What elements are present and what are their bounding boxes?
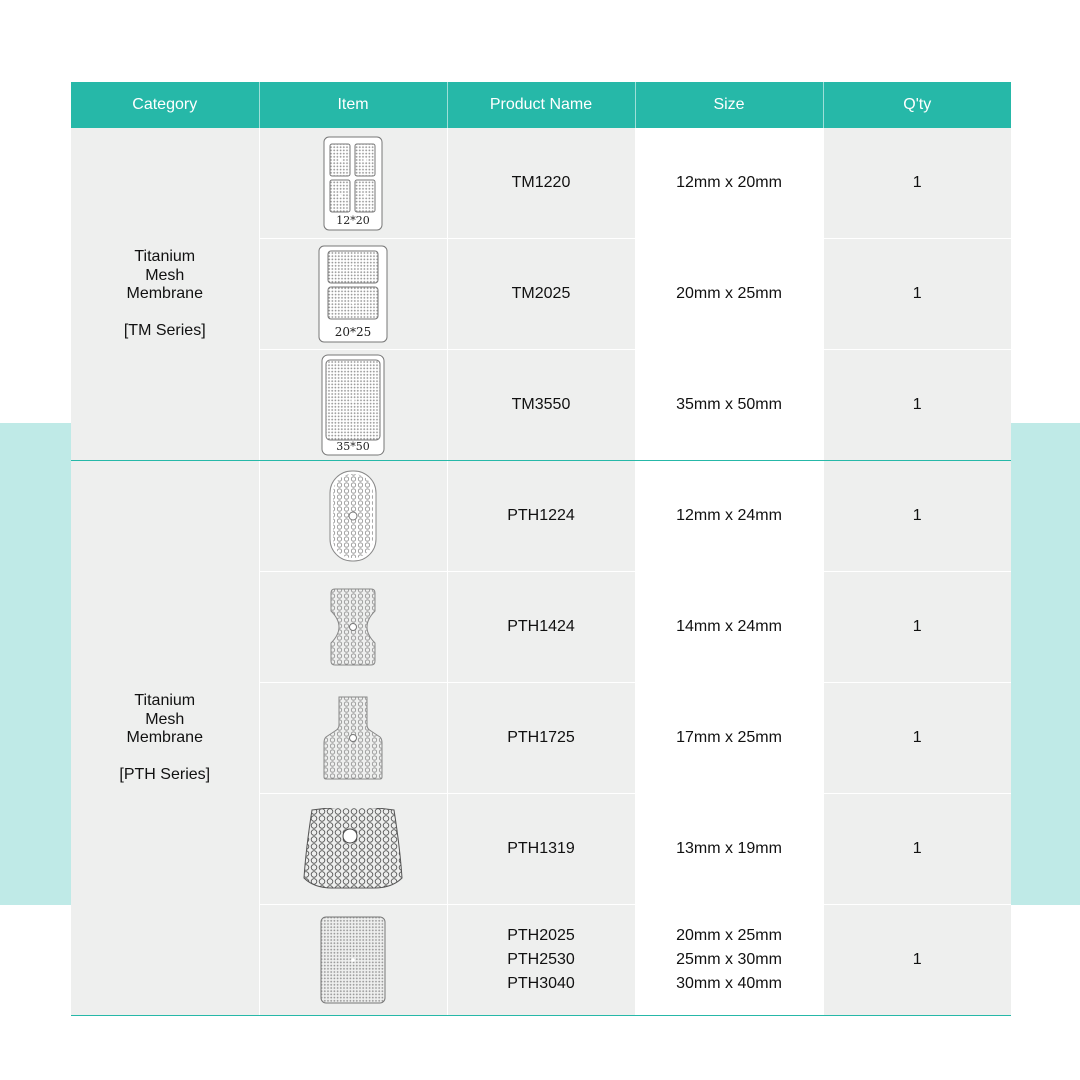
product-name-cell: TM2025: [447, 239, 635, 350]
tm2025-mesh-icon: [318, 245, 388, 343]
right-side-band: [1011, 423, 1080, 905]
category-line: Titanium: [134, 692, 196, 709]
qty-cell: 1: [823, 683, 1011, 794]
size-marking: 35*50: [336, 440, 370, 453]
product-name-cell: PTH1424: [447, 572, 635, 683]
product-name-line: PTH3040: [507, 975, 575, 992]
header-product-name: Product Name: [447, 82, 635, 128]
item-image-cell: [259, 683, 447, 794]
pth2025-mesh-icon: [320, 916, 386, 1004]
qty-cell: 1: [823, 239, 1011, 350]
size-cell: 20mm x 25mm: [635, 239, 823, 350]
product-name-cell: PTH1725: [447, 683, 635, 794]
item-image-cell: [259, 239, 447, 350]
product-name-cell: [447, 905, 635, 1016]
product-name-line: PTH2530: [507, 951, 575, 968]
size-cell: 35mm x 50mm: [635, 350, 823, 461]
category-cell-pth: [71, 461, 259, 1016]
product-name-cell: TM1220: [447, 128, 635, 239]
item-image-cell: [259, 128, 447, 239]
qty-cell: 1: [823, 905, 1011, 1016]
qty-cell: 1: [823, 461, 1011, 572]
item-image-cell: [259, 905, 447, 1016]
size-cell: 13mm x 19mm: [635, 794, 823, 905]
header-size: Size: [635, 82, 823, 128]
item-image-cell: [259, 794, 447, 905]
category-line: Mesh: [145, 710, 185, 728]
table-row: [71, 128, 1011, 239]
size-marking: 12*20: [336, 213, 370, 227]
size-line: 25mm x 30mm: [676, 951, 782, 968]
size-cell: 14mm x 24mm: [635, 572, 823, 683]
category-line: Membrane: [126, 285, 203, 302]
qty-cell: 1: [823, 794, 1011, 905]
header-qty: Q'ty: [823, 82, 1011, 128]
product-name-line: PTH2025: [507, 927, 575, 944]
size-cell: 12mm x 20mm: [635, 128, 823, 239]
pth1319-mesh-icon: [302, 808, 404, 890]
product-name-cell: PTH1224: [447, 461, 635, 572]
pth1725-mesh-icon: [322, 695, 384, 781]
table-row: [71, 461, 1011, 572]
series-label: [PTH Series]: [119, 765, 211, 783]
size-cell: 17mm x 25mm: [635, 683, 823, 794]
tm1220-mesh-icon: [323, 136, 383, 231]
table-header-row: [71, 82, 1011, 128]
series-label: [TM Series]: [123, 321, 206, 339]
category-line: Membrane: [126, 729, 203, 746]
qty-cell: 1: [823, 350, 1011, 461]
tm3550-mesh-icon: [321, 354, 385, 456]
size-cell: 12mm x 24mm: [635, 461, 823, 572]
header-item: Item: [259, 82, 447, 128]
product-spec-table: [71, 82, 1011, 1016]
size-line: 20mm x 25mm: [676, 927, 782, 944]
qty-cell: 1: [823, 572, 1011, 683]
item-image-cell: [259, 350, 447, 461]
category-cell-tm: [71, 128, 259, 461]
pth1224-mesh-icon: [329, 470, 377, 562]
left-side-band: [0, 423, 71, 905]
header-category: Category: [71, 82, 259, 128]
pth1424-mesh-icon: [329, 587, 377, 667]
category-line: Mesh: [145, 266, 185, 284]
item-image-cell: [259, 461, 447, 572]
qty-cell: 1: [823, 128, 1011, 239]
product-name-cell: TM3550: [447, 350, 635, 461]
size-cell: [635, 905, 823, 1016]
size-marking: 20*25: [334, 325, 372, 339]
category-line: Titanium: [134, 248, 196, 265]
product-name-cell: PTH1319: [447, 794, 635, 905]
item-image-cell: [259, 572, 447, 683]
size-line: 30mm x 40mm: [676, 975, 782, 992]
